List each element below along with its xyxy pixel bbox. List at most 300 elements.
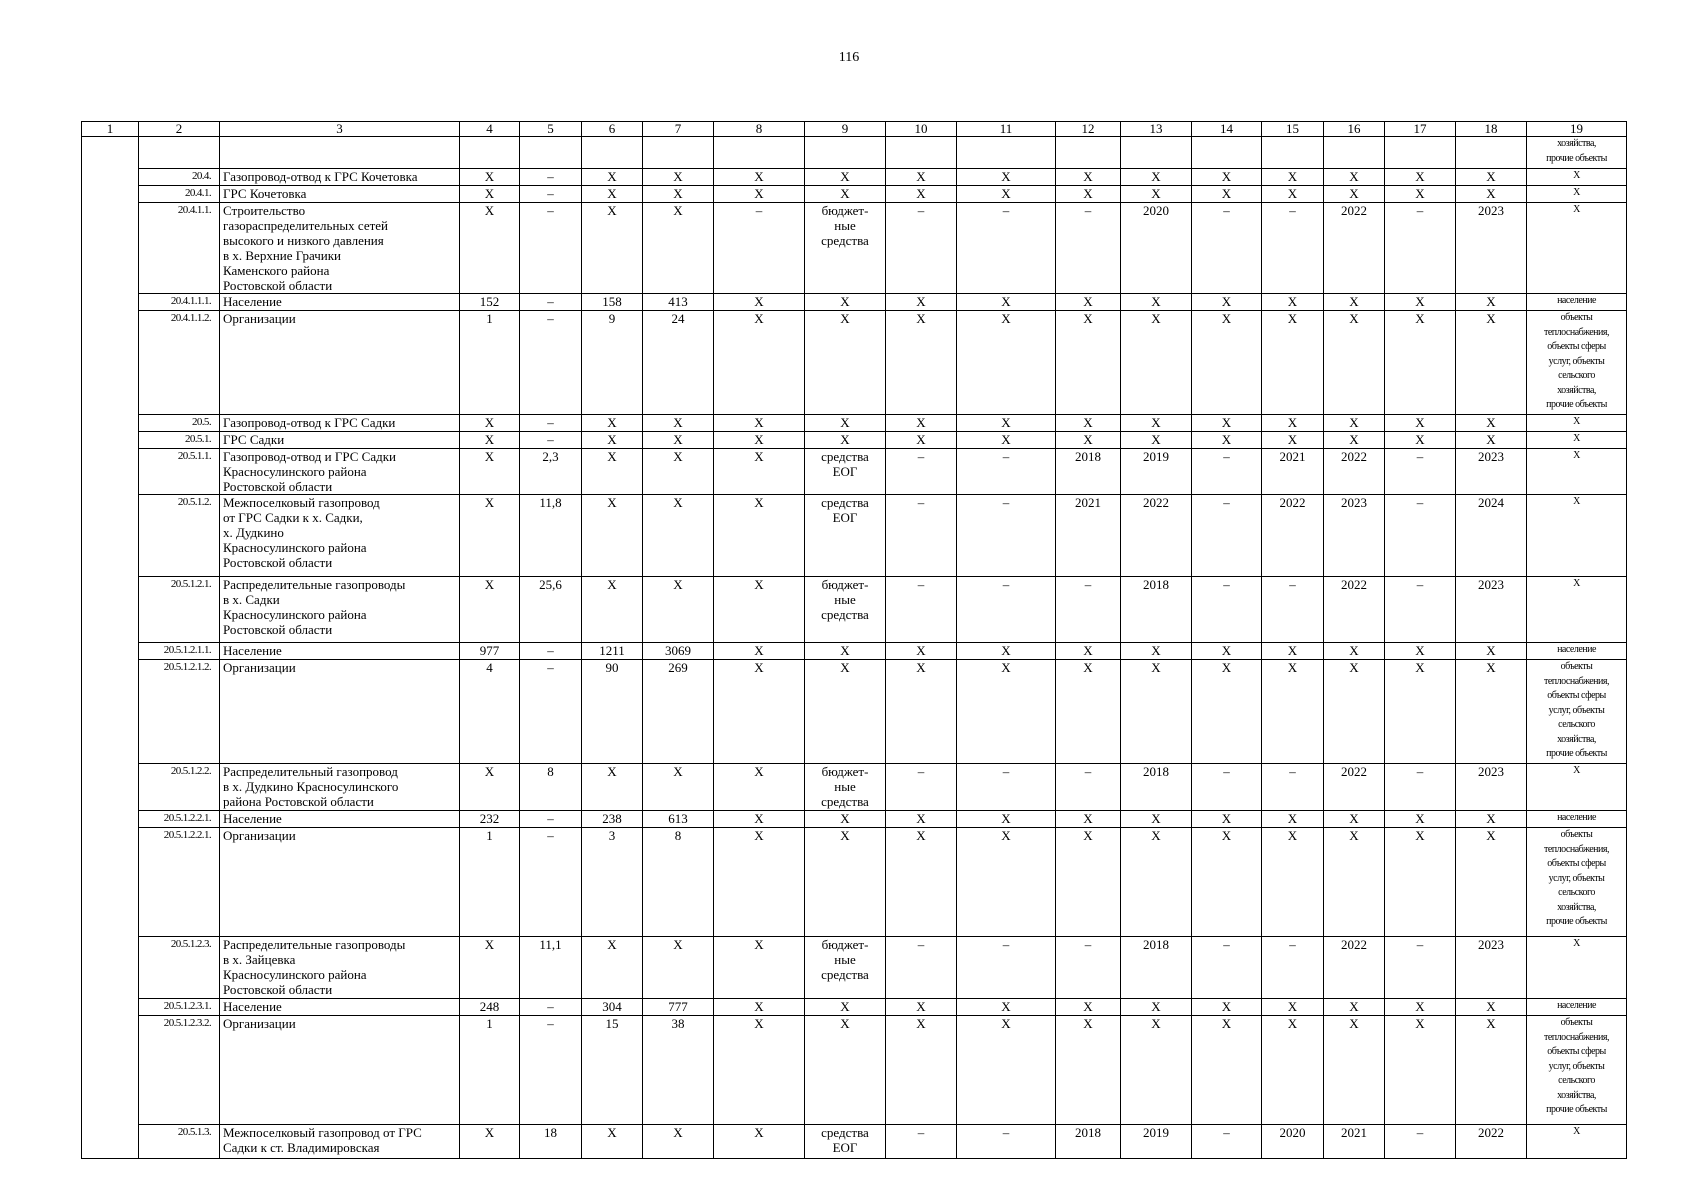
row-number-cell: 20.5.1.2.1.1.	[139, 643, 220, 660]
table-cell: –	[957, 495, 1056, 577]
table-cell: Х	[1121, 999, 1192, 1016]
table-cell: население	[1527, 999, 1627, 1016]
table-cell: Х	[714, 186, 805, 203]
table-cell: 152	[460, 294, 520, 311]
table-cell: Х	[582, 937, 643, 999]
table-cell: Х	[643, 449, 714, 495]
table-cell: Х	[1527, 186, 1627, 203]
table-cell: Х	[1056, 415, 1121, 432]
table-cell: –	[1385, 937, 1456, 999]
table-cell: Х	[957, 294, 1056, 311]
table-cell: Х	[714, 811, 805, 828]
table-cell: Х	[1385, 415, 1456, 432]
table-row	[82, 311, 1627, 415]
table-cell: 8	[643, 828, 714, 937]
table-cell	[886, 137, 957, 169]
table-cell: –	[520, 169, 582, 186]
table-cell: Х	[886, 186, 957, 203]
row-name-cell: Организации	[220, 660, 460, 764]
table-cell: –	[1385, 577, 1456, 643]
table-cell: Х	[886, 1016, 957, 1125]
table-cell: Х	[1121, 811, 1192, 828]
table-cell: Х	[643, 186, 714, 203]
table-cell: –	[520, 660, 582, 764]
table-cell: –	[520, 999, 582, 1016]
table-cell: Х	[1056, 1016, 1121, 1125]
table-cell: –	[520, 311, 582, 415]
row-number-cell: 20.4.1.1.1.	[139, 294, 220, 311]
table-cell: Х	[714, 937, 805, 999]
table-row	[82, 137, 1627, 169]
table-cell: Х	[714, 495, 805, 577]
table-row	[82, 495, 1627, 577]
table-row	[82, 186, 1627, 203]
table-cell: 2023	[1456, 764, 1527, 811]
table-cell: –	[1385, 495, 1456, 577]
table-cell	[582, 137, 643, 169]
table-row	[82, 1125, 1627, 1159]
table-cell: Х	[1385, 811, 1456, 828]
table-cell: 2019	[1121, 449, 1192, 495]
row-name-cell: Население	[220, 643, 460, 660]
table-cell: Х	[643, 169, 714, 186]
table-cell: 232	[460, 811, 520, 828]
row-name-cell: Население	[220, 811, 460, 828]
table-cell: Х	[1192, 415, 1262, 432]
table-cell: Х	[582, 203, 643, 294]
table-cell: Х	[1456, 294, 1527, 311]
table-cell: Х	[714, 449, 805, 495]
table-cell: 2022	[1324, 449, 1385, 495]
row-number-cell: 20.5.1.2.3.2.	[139, 1016, 220, 1125]
table-cell: Х	[957, 660, 1056, 764]
table-cell: Х	[957, 999, 1056, 1016]
table-cell: –	[520, 828, 582, 937]
table-cell: Х	[582, 449, 643, 495]
row-number-cell: 20.5.1.3.	[139, 1125, 220, 1159]
table-cell: –	[1192, 577, 1262, 643]
table-cell: Х	[1262, 311, 1324, 415]
table-cell: Х	[714, 764, 805, 811]
column-number-cell: 4	[460, 122, 520, 137]
table-cell: Х	[582, 577, 643, 643]
table-cell: 4	[460, 660, 520, 764]
row-name-cell: Газопровод-отвод и ГРС Садки Красносулинского района Ростовской области	[220, 449, 460, 495]
table-cell: Х	[805, 643, 886, 660]
table-cell: Х	[460, 577, 520, 643]
table-row	[82, 449, 1627, 495]
table-cell: 2023	[1456, 577, 1527, 643]
table-cell: 2018	[1121, 577, 1192, 643]
column-number-cell: 15	[1262, 122, 1324, 137]
table-cell: 158	[582, 294, 643, 311]
table-cell: 3	[582, 828, 643, 937]
row-number-cell: 20.5.1.2.	[139, 495, 220, 577]
table-cell: 2022	[1121, 495, 1192, 577]
table-cell: –	[957, 764, 1056, 811]
table-cell: Х	[1056, 811, 1121, 828]
table-cell	[643, 137, 714, 169]
data-table	[81, 121, 1627, 1159]
column-number-cell: 18	[1456, 122, 1527, 137]
table-row	[82, 811, 1627, 828]
row-number-cell: 20.5.1.2.2.	[139, 764, 220, 811]
table-cell: Х	[957, 186, 1056, 203]
table-cell: Х	[1121, 643, 1192, 660]
table-cell: Х	[714, 311, 805, 415]
table-cell: 977	[460, 643, 520, 660]
table-cell: 1211	[582, 643, 643, 660]
table-cell: 2018	[1056, 449, 1121, 495]
table-cell: 3069	[643, 643, 714, 660]
table-cell: Х	[714, 660, 805, 764]
table-cell: Х	[1385, 1016, 1456, 1125]
table-cell: –	[886, 937, 957, 999]
table-cell: Х	[1324, 186, 1385, 203]
table-cell: 304	[582, 999, 643, 1016]
table-cell: Х	[1456, 999, 1527, 1016]
table-cell: –	[886, 449, 957, 495]
table-cell: Х	[1324, 643, 1385, 660]
table-cell: Х	[1192, 828, 1262, 937]
table-cell: Х	[643, 203, 714, 294]
column-number-cell: 3	[220, 122, 460, 137]
table-cell: Х	[1192, 643, 1262, 660]
table-cell: 2021	[1324, 1125, 1385, 1159]
table-cell: Х	[714, 577, 805, 643]
table-cell: –	[886, 1125, 957, 1159]
table-cell: Х	[1324, 811, 1385, 828]
table-cell: Х	[1192, 1016, 1262, 1125]
table-cell: Х	[1192, 811, 1262, 828]
table-cell: 2024	[1456, 495, 1527, 577]
table-cell: Х	[886, 415, 957, 432]
table-cell: 11,8	[520, 495, 582, 577]
table-cell: –	[1262, 937, 1324, 999]
table-cell: Х	[582, 1125, 643, 1159]
table-cell: объекты теплоснабжения, объекты сферы услуг, объекты сельского хозяйства, прочие объекты	[1527, 828, 1627, 937]
table-cell: Х	[1121, 294, 1192, 311]
table-cell: Х	[1456, 311, 1527, 415]
column-number-cell: 8	[714, 122, 805, 137]
table-cell: 15	[582, 1016, 643, 1125]
table-cell: Х	[1456, 169, 1527, 186]
table-cell: Х	[1385, 643, 1456, 660]
table-cell: Х	[1527, 577, 1627, 643]
table-cell: Х	[1385, 294, 1456, 311]
table-cell: 2018	[1121, 937, 1192, 999]
table-cell: Х	[1056, 432, 1121, 449]
table-cell: Х	[886, 643, 957, 660]
table-cell: –	[957, 449, 1056, 495]
table-cell: Х	[1527, 937, 1627, 999]
table-cell: Х	[1056, 643, 1121, 660]
table-cell: Х	[886, 660, 957, 764]
row-name-cell: Распределительные газопроводы в х. Садки Красносулинского района Ростовской области	[220, 577, 460, 643]
table-cell: Х	[714, 828, 805, 937]
table-row	[82, 415, 1627, 432]
table-cell: 269	[643, 660, 714, 764]
table-cell: Х	[460, 169, 520, 186]
table-cell: Х	[714, 294, 805, 311]
table-cell: Х	[1056, 294, 1121, 311]
row-number-cell: 20.5.1.2.1.2.	[139, 660, 220, 764]
table-cell: Х	[1192, 311, 1262, 415]
row-number-cell: 20.5.1.	[139, 432, 220, 449]
table-cell: –	[886, 203, 957, 294]
table-cell: население	[1527, 643, 1627, 660]
row-name-cell: Межпоселковый газопровод от ГРС Садки к х. Садки, х. Дудкино Красносулинского района Ростовской области	[220, 495, 460, 577]
table-cell: Х	[643, 415, 714, 432]
table-cell: Х	[643, 1125, 714, 1159]
table-cell: –	[1385, 764, 1456, 811]
table-cell: Х	[1192, 660, 1262, 764]
table-cell: бюджет- ные средства	[805, 577, 886, 643]
header-row	[82, 122, 1627, 137]
row-number-cell: 20.5.1.2.3.1.	[139, 999, 220, 1016]
table-cell: Х	[957, 828, 1056, 937]
table-cell: Х	[582, 186, 643, 203]
column-number-cell: 7	[643, 122, 714, 137]
table-cell: Х	[805, 294, 886, 311]
table-cell: Х	[1324, 311, 1385, 415]
table-cell: Х	[460, 764, 520, 811]
table-row	[82, 660, 1627, 764]
table-row	[82, 169, 1627, 186]
table-cell: Х	[1385, 828, 1456, 937]
table-cell: Х	[1056, 169, 1121, 186]
column-number-cell: 5	[520, 122, 582, 137]
table-cell: 2022	[1456, 1125, 1527, 1159]
column-number-cell: 2	[139, 122, 220, 137]
table-cell: Х	[714, 1125, 805, 1159]
table-cell: Х	[1262, 169, 1324, 186]
table-row	[82, 643, 1627, 660]
page-number: 116	[838, 50, 860, 65]
table-cell: Х	[643, 577, 714, 643]
column-number-cell: 17	[1385, 122, 1456, 137]
column-number-cell: 19	[1527, 122, 1627, 137]
table-cell: 2022	[1324, 937, 1385, 999]
row-number-cell: 20.5.1.2.3.	[139, 937, 220, 999]
column-1-cell	[82, 137, 139, 1159]
table-cell: 11,1	[520, 937, 582, 999]
column-number-cell: 10	[886, 122, 957, 137]
table-cell: –	[957, 203, 1056, 294]
table-cell: 2023	[1456, 203, 1527, 294]
table-cell: Х	[1121, 415, 1192, 432]
table-cell: Х	[1262, 186, 1324, 203]
table-cell: Х	[643, 495, 714, 577]
table-cell: 777	[643, 999, 714, 1016]
table-cell: Х	[1385, 660, 1456, 764]
table-row	[82, 294, 1627, 311]
table-cell: 2022	[1324, 577, 1385, 643]
table-cell: Х	[714, 1016, 805, 1125]
table-cell: средства ЕОГ	[805, 1125, 886, 1159]
column-number-cell: 1	[82, 122, 139, 137]
table-cell: Х	[886, 999, 957, 1016]
table-cell: Х	[805, 169, 886, 186]
table-cell	[520, 137, 582, 169]
row-name-cell: ГРС Садки	[220, 432, 460, 449]
table-cell: Х	[460, 415, 520, 432]
column-number-cell: 11	[957, 122, 1056, 137]
table-cell: Х	[1262, 828, 1324, 937]
column-number-cell: 12	[1056, 122, 1121, 137]
table-cell	[1056, 137, 1121, 169]
table-cell: 8	[520, 764, 582, 811]
row-number-cell	[139, 137, 220, 169]
table-cell: Х	[714, 643, 805, 660]
table-cell: Х	[886, 811, 957, 828]
table-cell: Х	[1121, 186, 1192, 203]
row-name-cell: Распределительные газопроводы в х. Зайцевка Красносулинского района Ростовской области	[220, 937, 460, 999]
table-cell: Х	[1121, 1016, 1192, 1125]
table-cell: Х	[1262, 1016, 1324, 1125]
table-cell: Х	[1192, 999, 1262, 1016]
table-cell: Х	[1385, 186, 1456, 203]
row-name-cell: Население	[220, 999, 460, 1016]
table-cell: –	[886, 764, 957, 811]
table-cell: Х	[957, 311, 1056, 415]
table-cell: Х	[1527, 203, 1627, 294]
table-cell: Х	[643, 432, 714, 449]
row-name-cell	[220, 137, 460, 169]
table-cell: Х	[643, 937, 714, 999]
table-cell: Х	[1324, 828, 1385, 937]
table-row	[82, 937, 1627, 999]
table-cell: Х	[957, 1016, 1056, 1125]
table-cell: Х	[805, 1016, 886, 1125]
table-cell: –	[1056, 203, 1121, 294]
table-cell: –	[957, 577, 1056, 643]
column-number-cell: 9	[805, 122, 886, 137]
table-cell: Х	[805, 828, 886, 937]
table-cell: Х	[460, 432, 520, 449]
table-cell	[460, 137, 520, 169]
table-cell: Х	[460, 186, 520, 203]
table-cell: 2022	[1262, 495, 1324, 577]
table-cell: объекты теплоснабжения, объекты сферы услуг, объекты сельского хозяйства, прочие объекты	[1527, 1016, 1627, 1125]
table-cell: Х	[582, 169, 643, 186]
table-cell: –	[886, 577, 957, 643]
table-cell: –	[1192, 495, 1262, 577]
table-cell: –	[1262, 203, 1324, 294]
table-cell: Х	[1056, 828, 1121, 937]
table-cell: Х	[714, 169, 805, 186]
table-cell: население	[1527, 294, 1627, 311]
table-cell: –	[1262, 577, 1324, 643]
table-cell: Х	[805, 415, 886, 432]
table-cell: Х	[886, 311, 957, 415]
row-name-cell: Газопровод-отвод к ГРС Садки	[220, 415, 460, 432]
table-cell: Х	[1121, 169, 1192, 186]
table-cell: Х	[1324, 169, 1385, 186]
table-cell: –	[1385, 203, 1456, 294]
table-cell: Х	[805, 660, 886, 764]
table-cell: Х	[1456, 828, 1527, 937]
table-cell: Х	[714, 999, 805, 1016]
row-number-cell: 20.5.1.2.2.1.	[139, 828, 220, 937]
table-cell: бюджет- ные средства	[805, 203, 886, 294]
table-cell: Х	[1324, 294, 1385, 311]
table-cell: Х	[805, 811, 886, 828]
table-row	[82, 432, 1627, 449]
table-cell: 25,6	[520, 577, 582, 643]
table-cell: Х	[1385, 432, 1456, 449]
table-cell: Х	[1527, 449, 1627, 495]
table-cell: Х	[1527, 1125, 1627, 1159]
table-cell	[1385, 137, 1456, 169]
column-number-cell: 14	[1192, 122, 1262, 137]
table-cell: –	[520, 186, 582, 203]
table-cell: Х	[1056, 311, 1121, 415]
table-cell: 38	[643, 1016, 714, 1125]
table-cell: 2022	[1324, 203, 1385, 294]
row-name-cell: Газопровод-отвод к ГРС Кочетовка	[220, 169, 460, 186]
row-name-cell: Население	[220, 294, 460, 311]
table-cell: Х	[1527, 495, 1627, 577]
table-cell: хозяйства, прочие объекты	[1527, 137, 1627, 169]
table-cell: Х	[886, 828, 957, 937]
table-cell: Х	[1527, 432, 1627, 449]
table-cell: –	[520, 811, 582, 828]
table-cell: –	[1056, 577, 1121, 643]
table-cell: бюджет- ные средства	[805, 937, 886, 999]
table-cell: –	[520, 643, 582, 660]
table-cell: Х	[643, 764, 714, 811]
table-cell: бюджет- ные средства	[805, 764, 886, 811]
row-name-cell: Распределительный газопровод в х. Дудкино Красносулинского района Ростовской области	[220, 764, 460, 811]
table-cell: 413	[643, 294, 714, 311]
column-number-cell: 13	[1121, 122, 1192, 137]
table-cell: Х	[957, 169, 1056, 186]
table-row	[82, 999, 1627, 1016]
table-cell: Х	[460, 1125, 520, 1159]
table-cell: 1	[460, 828, 520, 937]
table-cell: –	[1056, 764, 1121, 811]
table-cell: Х	[460, 203, 520, 294]
table-cell: объекты теплоснабжения, объекты сферы услуг, объекты сельского хозяйства, прочие объекты	[1527, 660, 1627, 764]
row-name-cell: Организации	[220, 311, 460, 415]
table-cell: Х	[1385, 999, 1456, 1016]
row-name-cell: Межпоселковый газопровод от ГРС Садки к ст. Владимировская	[220, 1125, 460, 1159]
table-cell: Х	[1456, 643, 1527, 660]
row-number-cell: 20.5.1.2.1.	[139, 577, 220, 643]
table-cell: Х	[957, 811, 1056, 828]
table-cell: Х	[460, 449, 520, 495]
table-cell	[1192, 137, 1262, 169]
table-cell	[1262, 137, 1324, 169]
table-cell: 18	[520, 1125, 582, 1159]
table-cell: –	[520, 294, 582, 311]
row-number-cell: 20.5.	[139, 415, 220, 432]
row-name-cell: Организации	[220, 828, 460, 937]
table-cell: Х	[1324, 999, 1385, 1016]
table-row	[82, 828, 1627, 937]
row-number-cell: 20.4.1.1.2.	[139, 311, 220, 415]
table-cell: Х	[1527, 764, 1627, 811]
table-cell: Х	[1385, 169, 1456, 186]
table-cell: –	[520, 203, 582, 294]
table-cell: Х	[1527, 169, 1627, 186]
table-row	[82, 1016, 1627, 1125]
table-cell: средства ЕОГ	[805, 449, 886, 495]
row-number-cell: 20.4.1.1.	[139, 203, 220, 294]
table-cell: население	[1527, 811, 1627, 828]
table-cell: 2023	[1456, 449, 1527, 495]
